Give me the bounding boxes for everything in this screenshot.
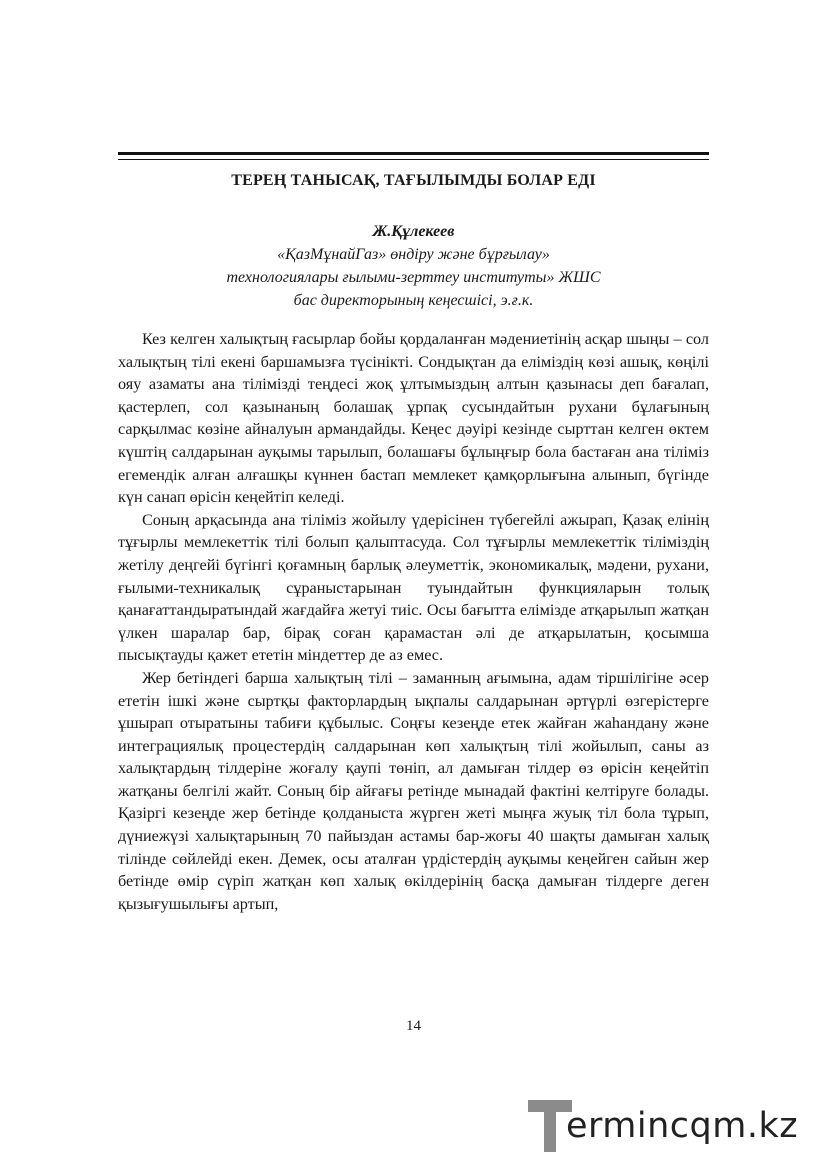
author-block: [118, 220, 709, 312]
page-number: 14: [406, 1018, 421, 1034]
affiliation-line-2: технологиялары ғылыми-зерттеу институты» ЖШС: [226, 269, 601, 286]
top-rule-thick: [118, 152, 709, 155]
termincom-logo[interactable]: [528, 1098, 818, 1158]
paragraph: Кез келген халықтың ғасырлар бойы қордаланған мәдениетінің асқар шыңы – сол халықтың тілі екені баршамызға түсінікті. Сондықтан да еліміздің көзі ашық, көңілі ояу азаматы ана тілімізді теңдесі жоқ ұлтымыздың алтын қазынасы деп бағалап, қастерлеп, сол қазынаның болашақ ұрпақ сусындайтын рухани бұлағының сарқылмас көзіне айналуын армандайды. Кеңес дәуірі кезінде сырттан келген өктем күштің салдарынан ауқымы тарылып, болашағы бұлыңғыр бола бастаған ана тіліміз егемендік алған алғашқы күннен бастап мемлекет қамқорлығына алынып, бүгінде күн санап өрісін кеңейтіп келеді.: [118, 330, 709, 507]
paragraph: Соның арқасында ана тіліміз жойылу үдерісінен түбегейлі ажырап, Қазақ елінің тұғырлы мемлекеттік тілі болып қалыптасуда. Сол тұғырлы мемлекеттік тіліміздің жетілу деңгейі бүгінгі қоғамның барлық әлеуметтік, экономикалық, мәдени, рухани, ғылыми-техникалық сұраныстарынан туындайтын функцияларын толық қанағаттандыратындай жағдайға жетуі тиіс. Осы бағытта елімізде атқарылып жатқан үлкен шаралар бар, бірақ соған қарамастан әлі де атқарылатын, қосымша пысықтауды қажет ететін міндеттер де аз емес.: [118, 510, 709, 665]
affiliation-line-1: «ҚазМұнайГаз» өндіру және бұрғылау»: [277, 246, 550, 263]
article-title: ТЕРЕҢ ТАНЫСАҚ, ТАҒЫЛЫМДЫ БОЛАР ЕДІ: [231, 172, 596, 189]
author-name: Ж.Құлекеев: [372, 223, 455, 240]
affiliation-line-3: бас директорының кеңесшісі, э.ғ.к.: [293, 292, 534, 309]
logo-text: ermincqm.kz: [566, 1106, 799, 1146]
top-rule-thin: [118, 159, 709, 160]
paragraph: Жер бетіндегі барша халықтың тілі – заманның ағымына, адам тіршілігіне әсер ететін ішкі және сыртқы факторлардың ықпалы салдарынан әртүрлі өзгерістерге ұшырап отыратыны табиғи құбылыс. Соңғы кезеңде етек жайған жаһандану және интеграциялық процестердің салдарынан көп халықтың тілі жойылып, саны аз халықтардың тілдеріне жоғалу қаупі төніп, ал дамыған тілдер өз өрісін кеңейтіп жатқаны белгілі жайт. Соның бір айғағы ретінде мынадай фактіні келтіруге болады. Қазіргі кезеңде жер бетінде қолданыста жүрген жеті мыңға жуық тіл бола тұрып, дүниежүзі халықтарының 70 пайыздан астамы бар-жоғы 40 шақты дамыған халық тілінде сөйлейді екен. Демек, осы аталған үрдістердің ауқымы кеңейген сайын жер бетінде өмір сүріп жатқан көп халық өкілдерінің басқа дамыған тілдерге деген қызығушылығы артып,: [118, 668, 709, 913]
article-body: [118, 328, 709, 915]
